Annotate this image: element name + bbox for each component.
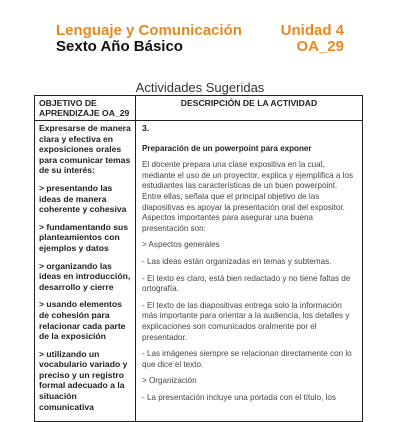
objective-code: OA_29 bbox=[296, 38, 344, 55]
activity-paragraph: - La presentación incluye una portada con el título, los bbox=[142, 392, 336, 402]
table-row bbox=[35, 121, 363, 422]
activity-paragraph: > Organización bbox=[142, 376, 197, 386]
objective-item: > presentando las ideas de manera coherente y cohesiva bbox=[39, 182, 127, 215]
activity-paragraph: - Las imágenes siempre se relacionan directamente con lo que dice el texto. bbox=[142, 349, 352, 369]
objective-item: > usando elementos de cohesión para relacionar cada parte de la exposición bbox=[39, 299, 126, 342]
objective-item: > fundamentando sus planteamientos con ejemplos y datos bbox=[39, 221, 129, 253]
activity-paragraph: - El texto es claro, está bien redactado y no tiene faltas de ortografía. bbox=[142, 273, 351, 294]
activity-paragraph: - El texto de las diapositivas entrega solo la información más importante para orientar a la audiencia, los detalles y explicaciones son comunicados oralmente por el presentador. bbox=[142, 300, 350, 342]
objective-item: > utilizando un vocabulario variado y preciso y un registro formal adecuado a la situación comunicativa bbox=[39, 348, 128, 412]
grade-title: Sexto Año Básico bbox=[56, 38, 183, 55]
subject-title: Lenguaje y Comunicación bbox=[56, 22, 242, 39]
activity-number: 3. bbox=[142, 123, 150, 133]
unit-label: Unidad 4 bbox=[280, 22, 344, 39]
activity-column-header: DESCRIPCIÓN DE LA ACTIVIDAD bbox=[136, 96, 363, 121]
document-title: Actividades Sugeridas bbox=[135, 80, 265, 95]
activity-paragraph: - Las ideas están organizadas en temas y subtemas. bbox=[142, 256, 332, 266]
objective-column-header: OBJETIVO DE APRENDIZAJE OA_29 bbox=[35, 96, 136, 121]
objective-cell bbox=[35, 121, 136, 422]
activity-paragraph: > Aspectos generales bbox=[142, 240, 220, 250]
objective-item: > organizando las ideas en introducción, desarrollo y cierre bbox=[39, 260, 131, 292]
activity-title: Preparación de un powerpoint para exponer bbox=[142, 143, 312, 153]
objective-intro: Expresarse de manera clara y efectiva en exposiciones orales para comunicar temas de su interés: bbox=[39, 123, 131, 176]
activity-cell bbox=[136, 121, 363, 422]
activities-table bbox=[34, 95, 363, 422]
activity-paragraph: El docente prepara una clase expositiva en la cual, mediante el uso de un proyector, explica y ejemplifica a los estudiantes las características de un buen powerpoint. Entre ellas, señala que el principal objetivo de las diapositivas es apoyar la presentación oral del expositor. Aspectos importantes para asegurar una buena presentación son: bbox=[142, 160, 354, 233]
table-header-row bbox=[35, 96, 363, 121]
